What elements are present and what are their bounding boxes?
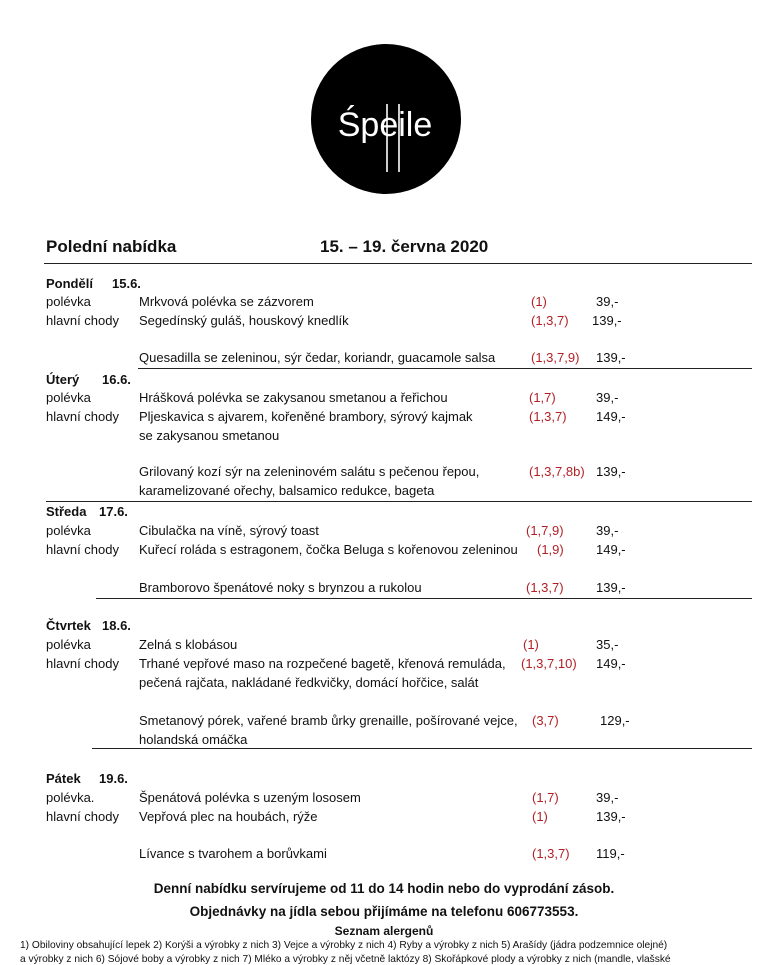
dish-name: Trhané vepřové maso na rozpečené bagetě, křenová remuláda, pečená rajčata, nakládané ředkvičky, domácí hořčice, salát bbox=[139, 656, 506, 690]
price: 39,- bbox=[596, 523, 619, 538]
dish-name: Hrášková polévka se zakysanou smetanou a řeřichou bbox=[139, 390, 448, 405]
allergen-legend-line: 1) Obiloviny obsahující lepek 2) Korýši a výrobky z nich 3) Vejce a výrobky z nich 4) Ryby a výrobky z nich 5) Arašídy (jádra podzemnice olejné) bbox=[20, 940, 668, 951]
price: 129,- bbox=[600, 713, 630, 728]
day-date-thursday: 18.6. bbox=[102, 618, 131, 633]
price: 149,- bbox=[596, 542, 626, 557]
category-label: polévka. bbox=[46, 790, 95, 805]
price: 139,- bbox=[596, 350, 626, 365]
allergen-codes: (1,7) bbox=[529, 390, 556, 405]
day-date-friday: 19.6. bbox=[99, 771, 128, 786]
price: 149,- bbox=[596, 409, 626, 424]
allergen-codes: (1,3,7) bbox=[531, 313, 569, 328]
dish-name: Zelná s klobásou bbox=[139, 637, 238, 652]
category-label: polévka bbox=[46, 390, 91, 405]
allergen-codes: (1,7) bbox=[532, 790, 559, 805]
speile-logo bbox=[311, 44, 461, 194]
price: 149,- bbox=[596, 656, 626, 671]
allergen-codes: (1,9) bbox=[537, 542, 564, 557]
day-divider bbox=[96, 598, 752, 599]
price: 35,- bbox=[596, 637, 619, 652]
day-divider bbox=[138, 368, 752, 369]
allergen-codes: (1,3,7) bbox=[529, 409, 567, 424]
dish-name: Mrkvová polévka se zázvorem bbox=[139, 294, 314, 309]
dish-name: Bramborovo špenátové noky s brynzou a rukolou bbox=[139, 580, 422, 595]
allergen-codes: (1,7,9) bbox=[526, 523, 564, 538]
phone-order-note: Objednávky na jídla sebou přijímáme na telefonu 606773553. bbox=[189, 904, 579, 919]
header-rule bbox=[44, 263, 752, 264]
price: 119,- bbox=[596, 846, 625, 861]
price: 139,- bbox=[596, 464, 626, 479]
service-hours-note: Denní nabídku servírujeme od 11 do 14 hodin nebo do vyprodání zásob. bbox=[153, 881, 615, 896]
dish-name: Smetanový pórek, vařené bramb ůrky grenaille, pošírované vejce, holandská omáčka bbox=[139, 713, 518, 747]
category-label: hlavní chody bbox=[46, 313, 119, 328]
menu-dates: 15. – 19. června 2020 bbox=[320, 237, 489, 256]
allergen-codes: (1) bbox=[531, 294, 547, 309]
dish-name: Cibulačka na víně, sýrový toast bbox=[139, 523, 319, 538]
day-name-wednesday: Středa bbox=[46, 504, 87, 519]
dish-name: Segedínský guláš, houskový knedlík bbox=[139, 313, 349, 328]
category-label: polévka bbox=[46, 294, 91, 309]
menu-title: Polední nabídka bbox=[46, 237, 177, 256]
day-name-tuesday: Úterý bbox=[46, 372, 80, 387]
price: 39,- bbox=[596, 790, 619, 805]
dish-name: Kuřecí roláda s estragonem, čočka Beluga s kořenovou zeleninou bbox=[139, 542, 518, 557]
day-date-wednesday: 17.6. bbox=[99, 504, 128, 519]
dish-name: Vepřová plec na houbách, rýže bbox=[139, 809, 318, 824]
day-date-monday: 15.6. bbox=[112, 276, 141, 291]
allergen-codes: (1) bbox=[532, 809, 548, 824]
category-label: polévka bbox=[46, 637, 91, 652]
logo-text: Śpeile bbox=[337, 106, 433, 144]
day-name-thursday: Čtvrtek bbox=[46, 618, 91, 633]
day-divider bbox=[92, 748, 752, 749]
day-date-tuesday: 16.6. bbox=[102, 372, 131, 387]
allergen-legend-line: a výrobky z nich 6) Sójové boby a výrobky z nich 7) Mléko a výrobky z něj včetně laktózy 8) Skořápkové plody a výrobky z nich (mandle, vlašské bbox=[20, 954, 671, 965]
category-label: hlavní chody bbox=[46, 656, 119, 671]
allergen-codes: (1,3,7) bbox=[532, 846, 570, 861]
category-label: hlavní chody bbox=[46, 409, 119, 424]
dish-name: Špenátová polévka s uzeným lososem bbox=[139, 790, 361, 805]
dish-name: Lívance s tvarohem a borůvkami bbox=[139, 846, 327, 861]
price: 39,- bbox=[596, 294, 619, 309]
day-name-monday: Pondělí bbox=[46, 276, 93, 291]
dish-name: Pljeskavica s ajvarem, kořeněné brambory, sýrový kajmak se zakysanou smetanou bbox=[139, 409, 473, 443]
day-divider bbox=[46, 501, 752, 502]
allergen-codes: (1,3,7,9) bbox=[531, 350, 580, 365]
allergen-codes: (1,3,7,8b) bbox=[529, 464, 585, 479]
category-label: polévka bbox=[46, 523, 91, 538]
price: 139,- bbox=[592, 313, 622, 328]
day-name-friday: Pátek bbox=[46, 771, 81, 786]
allergen-codes: (3,7) bbox=[532, 713, 559, 728]
category-label: hlavní chody bbox=[46, 809, 119, 824]
allergen-codes: (1) bbox=[523, 637, 539, 652]
price: 139,- bbox=[596, 580, 626, 595]
allergen-codes: (1,3,7,10) bbox=[521, 656, 577, 671]
price: 39,- bbox=[596, 390, 619, 405]
allergen-codes: (1,3,7) bbox=[526, 580, 564, 595]
dish-name: Quesadilla se zeleninou, sýr čedar, koriandr, guacamole salsa bbox=[139, 350, 496, 365]
dish-name: Grilovaný kozí sýr na zeleninovém salátu s pečenou řepou, karamelizované ořechy, balsamico redukce, bageta bbox=[139, 464, 480, 498]
price: 139,- bbox=[596, 809, 626, 824]
allergen-list-title: Seznam alergenů bbox=[334, 924, 434, 938]
category-label: hlavní chody bbox=[46, 542, 119, 557]
